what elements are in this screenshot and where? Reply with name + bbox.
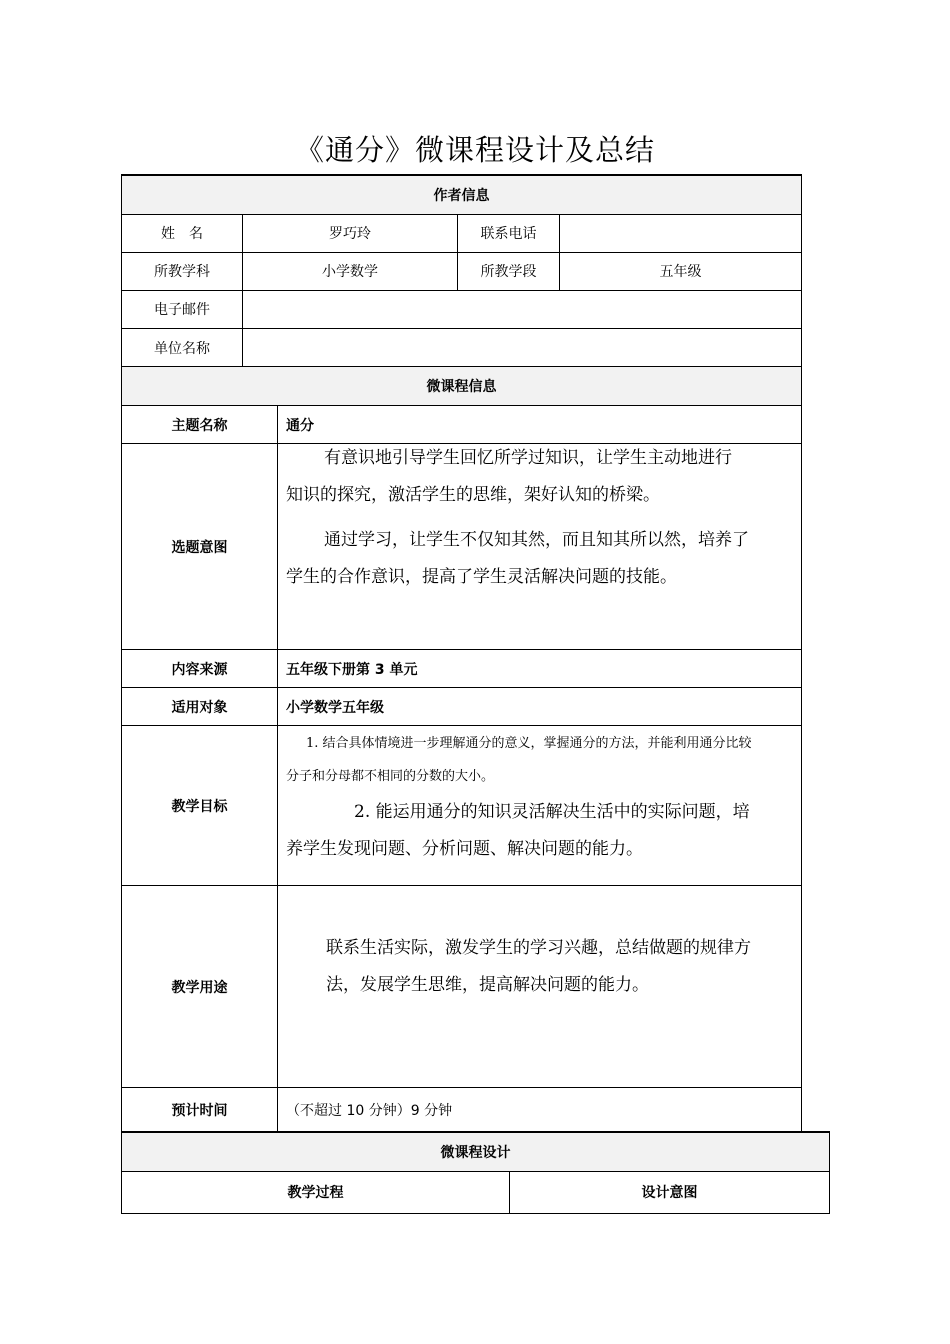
- source-label: 内容来源: [122, 650, 278, 688]
- design-header: 微课程设计: [122, 1132, 830, 1171]
- use-label: 教学用途: [122, 886, 278, 1088]
- topic-value: 通分: [278, 406, 802, 444]
- name-value: 罗巧玲: [243, 214, 458, 252]
- topic-label: 主题名称: [122, 406, 278, 444]
- design-table: [121, 1131, 830, 1214]
- goal-2-line-1: 2. 能运用通分的知识灵活解决生活中的实际问题，培: [354, 802, 750, 822]
- phone-label: 联系电话: [458, 214, 560, 252]
- intent-line-3: 通过学习，让学生不仅知其然，而且知其所以然，培养了: [324, 530, 749, 550]
- subject-value: 小学数学: [243, 252, 458, 290]
- email-label: 电子邮件: [122, 290, 243, 328]
- intent-line-4: 学生的合作意识，提高了学生灵活解决问题的技能。: [286, 567, 677, 587]
- goal-value: [278, 726, 802, 886]
- time-label: 预计时间: [122, 1088, 278, 1132]
- time-value: （不超过 10 分钟）9 分钟: [278, 1088, 802, 1132]
- author-info-table: [121, 174, 802, 368]
- goal-1: [278, 726, 801, 794]
- grade-value: 五年级: [560, 252, 802, 290]
- intent-paragraph-1: [278, 440, 801, 514]
- process-label: 教学过程: [122, 1171, 510, 1213]
- org-label: 单位名称: [122, 328, 243, 367]
- intent-label: 选题意图: [122, 444, 278, 650]
- subject-label: 所教学科: [122, 252, 243, 290]
- goal-2: [278, 794, 801, 868]
- email-value: [243, 290, 802, 328]
- audience-label: 适用对象: [122, 688, 278, 726]
- source-value: 五年级下册第 3 单元: [278, 650, 802, 688]
- page-title: 《通分》微课程设计及总结: [294, 133, 655, 167]
- use-paragraph: [278, 930, 801, 1004]
- phone-value: [560, 214, 802, 252]
- author-info-header: 作者信息: [122, 175, 802, 214]
- org-value: [243, 328, 802, 367]
- use-line-2: 法，发展学生思维，提高解决问题的能力。: [326, 975, 649, 995]
- use-value: [278, 886, 802, 1088]
- goal-1-line-1: 1. 结合具体情境进一步理解通分的意义，掌握通分的方法，并能利用通分比较: [306, 736, 752, 751]
- intent-line-2: 知识的探究，激活学生的思维，架好认知的桥梁。: [286, 485, 660, 505]
- goal-1-line-2: 分子和分母都不相同的分数的大小。: [286, 769, 495, 784]
- audience-value: 小学数学五年级: [278, 688, 802, 726]
- grade-label: 所教学段: [458, 252, 560, 290]
- design-intent-label: 设计意图: [510, 1171, 830, 1213]
- goal-2-line-2: 养学生发现问题、分析问题、解决问题的能力。: [286, 839, 643, 859]
- use-line-1: 联系生活实际，激发学生的学习兴趣，总结做题的规律方: [326, 938, 751, 958]
- goal-label: 教学目标: [122, 726, 278, 886]
- intent-value: [278, 444, 802, 650]
- course-info-header: 微课程信息: [122, 367, 802, 406]
- name-label: 姓 名: [122, 214, 243, 252]
- intent-line-1: 有意识地引导学生回忆所学过知识，让学生主动地进行: [324, 448, 732, 468]
- intent-paragraph-2: [278, 522, 801, 596]
- course-info-table: [121, 366, 802, 1132]
